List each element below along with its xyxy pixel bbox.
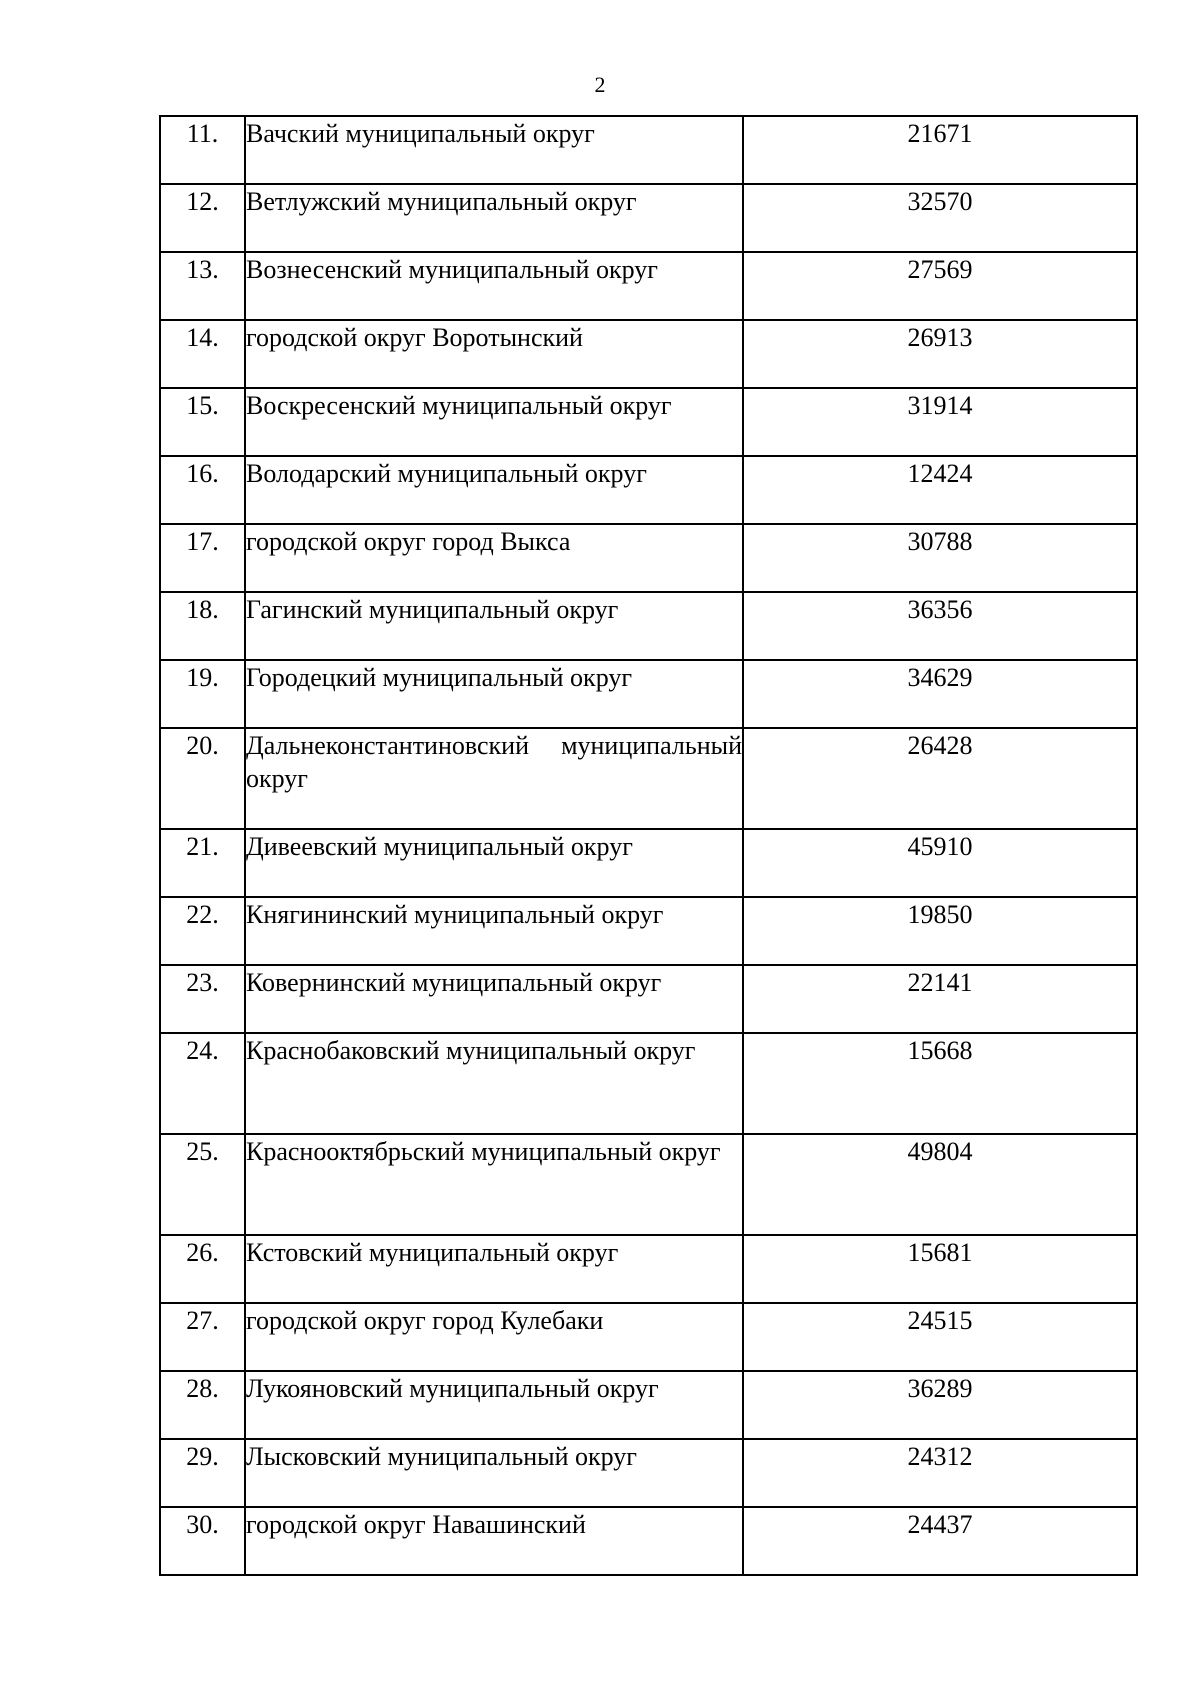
row-number: 26. xyxy=(186,1238,219,1267)
value-cell xyxy=(743,660,1137,728)
municipality-name: Ковернинский муниципальный округ xyxy=(246,968,662,997)
municipality-name: городской округ Навашинский xyxy=(246,1510,586,1539)
municipality-name-cell xyxy=(245,1303,743,1371)
row-number: 19. xyxy=(186,663,219,692)
municipality-name: Кстовский муниципальный округ xyxy=(246,1238,619,1267)
row-number: 17. xyxy=(186,527,219,556)
value: 34629 xyxy=(907,663,973,692)
table-row xyxy=(160,1507,1137,1575)
table-row xyxy=(160,660,1137,728)
municipality-name: Ветлужский муниципальный округ xyxy=(246,187,637,216)
table-row xyxy=(160,1439,1137,1507)
value: 27569 xyxy=(907,255,973,284)
municipality-name: Лукояновский муниципальный округ xyxy=(246,1374,659,1403)
row-number: 21. xyxy=(186,832,219,861)
municipality-name-cell xyxy=(245,320,743,388)
value-cell xyxy=(743,829,1137,897)
row-number: 12. xyxy=(186,187,219,216)
row-number: 29. xyxy=(186,1442,219,1471)
row-number: 15. xyxy=(186,391,219,420)
row-number: 11. xyxy=(186,119,219,148)
row-number: 20. xyxy=(186,731,219,760)
table-row xyxy=(160,1303,1137,1371)
row-number-cell xyxy=(160,1371,245,1439)
row-number-cell xyxy=(160,524,245,592)
municipality-name: городской округ Воротынский xyxy=(246,323,583,352)
municipality-name: Дальнеконстантиновский муниципальный округ xyxy=(246,731,742,793)
row-number: 18. xyxy=(186,595,219,624)
row-number-cell xyxy=(160,252,245,320)
data-table xyxy=(159,115,1138,1576)
value: 31914 xyxy=(907,391,973,420)
value: 19850 xyxy=(907,900,973,929)
table-row xyxy=(160,965,1137,1033)
value: 45910 xyxy=(907,832,973,861)
row-number-cell xyxy=(160,592,245,660)
value: 24312 xyxy=(907,1442,973,1471)
municipality-name: Лысковский муниципальный округ xyxy=(246,1442,637,1471)
page-number: 2 xyxy=(594,72,606,97)
table-body xyxy=(160,116,1137,1575)
municipality-name-cell xyxy=(245,592,743,660)
row-number-cell xyxy=(160,829,245,897)
value-cell xyxy=(743,320,1137,388)
value: 32570 xyxy=(907,187,973,216)
municipality-name-cell xyxy=(245,184,743,252)
value-cell xyxy=(743,1371,1137,1439)
value-cell xyxy=(743,728,1137,829)
municipality-name-cell xyxy=(245,1235,743,1303)
table-row xyxy=(160,116,1137,184)
table-row xyxy=(160,252,1137,320)
value-cell xyxy=(743,1134,1137,1235)
row-number-cell xyxy=(160,965,245,1033)
table-row xyxy=(160,320,1137,388)
row-number: 24. xyxy=(186,1036,219,1065)
value-cell xyxy=(743,252,1137,320)
value: 21671 xyxy=(907,119,973,148)
row-number-cell xyxy=(160,116,245,184)
value: 15668 xyxy=(907,1036,973,1065)
value-cell xyxy=(743,388,1137,456)
table-row xyxy=(160,184,1137,252)
municipality-name-cell xyxy=(245,660,743,728)
municipality-name: Дивеевский муниципальный округ xyxy=(246,832,633,861)
value-cell xyxy=(743,456,1137,524)
row-number-cell xyxy=(160,1235,245,1303)
municipality-name: Вознесенский муниципальный округ xyxy=(246,255,658,284)
table-row xyxy=(160,388,1137,456)
row-number: 25. xyxy=(186,1137,219,1166)
value: 26428 xyxy=(907,731,973,760)
value-cell xyxy=(743,116,1137,184)
municipality-name: Краснооктябрьский муниципальный округ xyxy=(246,1137,721,1166)
row-number: 27. xyxy=(186,1306,219,1335)
municipality-name-cell xyxy=(245,965,743,1033)
municipality-name: Городецкий муниципальный округ xyxy=(246,663,633,692)
value-cell xyxy=(743,184,1137,252)
value: 36356 xyxy=(907,595,973,624)
value-cell xyxy=(743,897,1137,965)
municipality-name: городской округ город Выкса xyxy=(246,527,571,556)
municipality-name-cell xyxy=(245,1371,743,1439)
municipality-name-cell xyxy=(245,1033,743,1134)
row-number-cell xyxy=(160,184,245,252)
municipality-name-cell xyxy=(245,252,743,320)
row-number: 22. xyxy=(186,900,219,929)
value: 30788 xyxy=(907,527,973,556)
table-row xyxy=(160,456,1137,524)
row-number: 30. xyxy=(186,1510,219,1539)
value: 24437 xyxy=(907,1510,973,1539)
row-number: 28. xyxy=(186,1374,219,1403)
table-row xyxy=(160,829,1137,897)
value: 24515 xyxy=(907,1306,973,1335)
row-number-cell xyxy=(160,1507,245,1575)
value-cell xyxy=(743,592,1137,660)
table-row xyxy=(160,1371,1137,1439)
row-number-cell xyxy=(160,456,245,524)
value-cell xyxy=(743,1033,1137,1134)
row-number-cell xyxy=(160,388,245,456)
municipality-name-cell xyxy=(245,1439,743,1507)
municipality-name: Краснобаковский муниципальный округ xyxy=(246,1036,696,1065)
table-row xyxy=(160,728,1137,829)
municipality-name: Вачский муниципальный округ xyxy=(246,119,595,148)
value-cell xyxy=(743,1235,1137,1303)
row-number-cell xyxy=(160,1134,245,1235)
municipality-name-cell xyxy=(245,1134,743,1235)
municipality-name-cell xyxy=(245,728,743,829)
value: 15681 xyxy=(907,1238,973,1267)
value: 12424 xyxy=(907,459,973,488)
value: 26913 xyxy=(907,323,973,352)
value: 36289 xyxy=(907,1374,973,1403)
value: 49804 xyxy=(907,1137,973,1166)
value-cell xyxy=(743,1507,1137,1575)
municipality-name: Княгининский муниципальный округ xyxy=(246,900,664,929)
municipality-name: городской округ город Кулебаки xyxy=(246,1306,604,1335)
row-number: 23. xyxy=(186,968,219,997)
table-row xyxy=(160,1134,1137,1235)
municipality-name: Володарский муниципальный округ xyxy=(246,459,647,488)
row-number-cell xyxy=(160,1303,245,1371)
row-number-cell xyxy=(160,660,245,728)
row-number-cell xyxy=(160,1439,245,1507)
table-row xyxy=(160,524,1137,592)
row-number: 14. xyxy=(186,323,219,352)
municipality-name: Воскресенский муниципальный округ xyxy=(246,391,672,420)
municipality-name: Гагинский муниципальный округ xyxy=(246,595,619,624)
table-row xyxy=(160,1235,1137,1303)
municipality-name-cell xyxy=(245,456,743,524)
value: 22141 xyxy=(907,968,973,997)
row-number-cell xyxy=(160,1033,245,1134)
row-number-cell xyxy=(160,320,245,388)
value-cell xyxy=(743,965,1137,1033)
row-number-cell xyxy=(160,728,245,829)
municipality-name-cell xyxy=(245,524,743,592)
table-row xyxy=(160,592,1137,660)
municipality-name-cell xyxy=(245,1507,743,1575)
table-row xyxy=(160,897,1137,965)
value-cell xyxy=(743,524,1137,592)
table-row xyxy=(160,1033,1137,1134)
municipality-name-cell xyxy=(245,829,743,897)
row-number: 13. xyxy=(186,255,219,284)
municipality-name-cell xyxy=(245,388,743,456)
value-cell xyxy=(743,1439,1137,1507)
municipality-name-cell xyxy=(245,116,743,184)
row-number: 16. xyxy=(186,459,219,488)
row-number-cell xyxy=(160,897,245,965)
value-cell xyxy=(743,1303,1137,1371)
municipality-name-cell xyxy=(245,897,743,965)
